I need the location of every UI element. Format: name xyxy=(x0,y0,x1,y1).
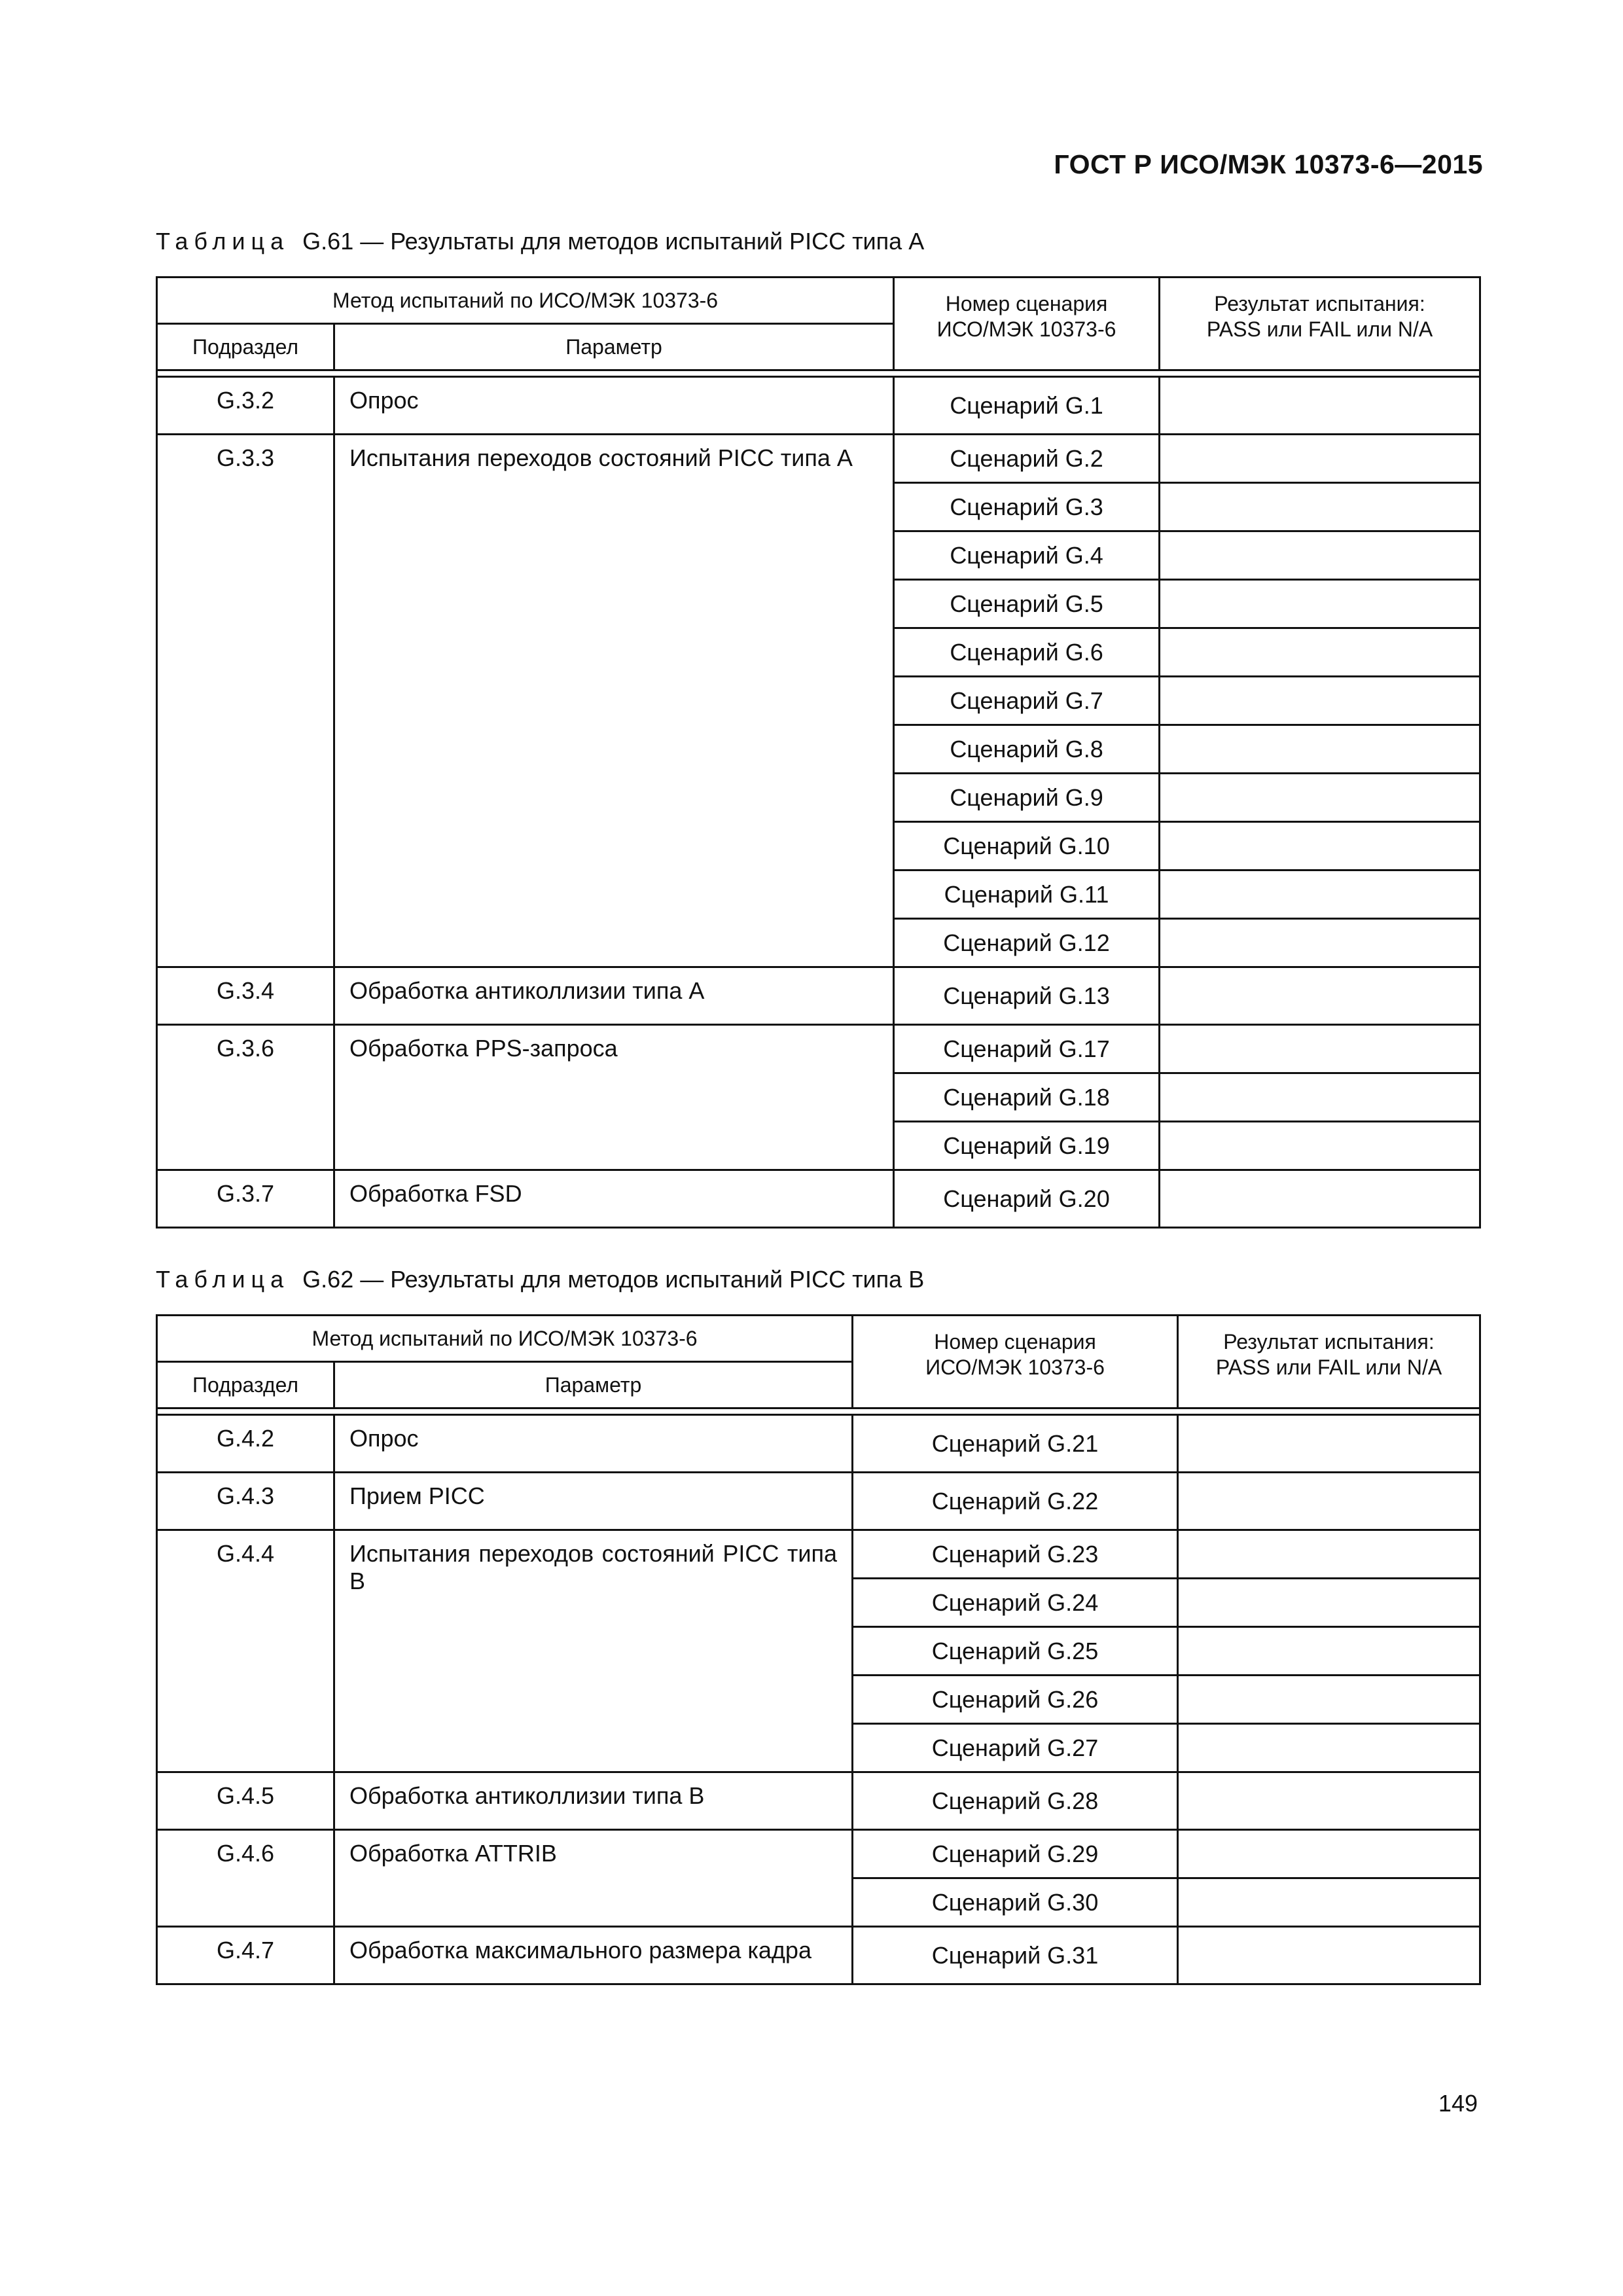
result-cell[interactable] xyxy=(1160,919,1480,967)
scenario-cell: Сценарий G.3 xyxy=(894,483,1160,531)
result-cell[interactable] xyxy=(1178,1415,1480,1473)
result-cell[interactable] xyxy=(1160,580,1480,628)
result-header-line1: Результат испытания: xyxy=(1223,1330,1435,1354)
parameter-cell: Обработка FSD xyxy=(334,1170,894,1228)
scenario-cell: Сценарий G.29 xyxy=(853,1830,1178,1878)
table2-body xyxy=(157,1408,1480,1984)
table-row xyxy=(157,1170,1480,1228)
table2-caption-text: G.62 — Результаты для методов испытаний PICC типа B xyxy=(302,1266,925,1293)
parameter-cell: Обработка максимального размера кадра xyxy=(334,1927,853,1984)
result-cell[interactable] xyxy=(1178,1772,1480,1830)
parameter-header: Параметр xyxy=(334,324,894,370)
subsection-cell: G.4.4 xyxy=(157,1530,334,1772)
page-number: 149 xyxy=(1438,2090,1478,2117)
table-row xyxy=(157,1530,1480,1579)
parameter-cell: Испытания переходов состояний PICC типа A xyxy=(334,435,894,967)
subsection-cell: G.4.3 xyxy=(157,1473,334,1530)
subsection-cell: G.4.7 xyxy=(157,1927,334,1984)
result-cell[interactable] xyxy=(1160,822,1480,870)
result-header xyxy=(1178,1316,1480,1408)
scenario-cell: Сценарий G.10 xyxy=(894,822,1160,870)
scenario-cell: Сценарий G.31 xyxy=(853,1927,1178,1984)
scenario-cell: Сценарий G.2 xyxy=(894,435,1160,483)
result-cell[interactable] xyxy=(1160,774,1480,822)
scenario-cell: Сценарий G.7 xyxy=(894,677,1160,725)
result-cell[interactable] xyxy=(1178,1878,1480,1927)
scenario-header-line1: Номер сценария xyxy=(945,292,1108,315)
scenario-cell: Сценарий G.6 xyxy=(894,628,1160,677)
result-header-line2: PASS или FAIL или N/A xyxy=(1206,317,1433,341)
result-cell[interactable] xyxy=(1160,483,1480,531)
result-header xyxy=(1160,278,1480,370)
scenario-cell: Сценарий G.21 xyxy=(853,1415,1178,1473)
scenario-cell: Сценарий G.8 xyxy=(894,725,1160,774)
subsection-cell: G.4.5 xyxy=(157,1772,334,1830)
method-header: Метод испытаний по ИСО/МЭК 10373-6 xyxy=(157,1316,853,1362)
scenario-cell: Сценарий G.24 xyxy=(853,1579,1178,1627)
scenario-cell: Сценарий G.12 xyxy=(894,919,1160,967)
subsection-cell: G.4.2 xyxy=(157,1415,334,1473)
document-header: ГОСТ Р ИСО/МЭК 10373-6—2015 xyxy=(1054,149,1483,179)
scenario-cell: Сценарий G.13 xyxy=(894,967,1160,1025)
scenario-cell: Сценарий G.20 xyxy=(894,1170,1160,1228)
result-cell[interactable] xyxy=(1160,1170,1480,1228)
result-cell[interactable] xyxy=(1178,1473,1480,1530)
parameter-header: Параметр xyxy=(334,1362,853,1408)
scenario-header xyxy=(894,278,1160,370)
table-row xyxy=(157,1927,1480,1984)
subsection-header: Подраздел xyxy=(157,1362,334,1408)
header-separator xyxy=(157,370,1480,377)
subsection-cell: G.4.6 xyxy=(157,1830,334,1927)
table-row xyxy=(157,377,1480,435)
result-header-line2: PASS или FAIL или N/A xyxy=(1215,1355,1442,1379)
table1-caption-text: G.61 — Результаты для методов испытаний PICC типа A xyxy=(302,228,925,255)
result-cell[interactable] xyxy=(1160,628,1480,677)
separator-cell xyxy=(157,370,1480,377)
scenario-header xyxy=(853,1316,1178,1408)
separator-cell xyxy=(157,1408,1480,1415)
subsection-cell: G.3.7 xyxy=(157,1170,334,1228)
result-cell[interactable] xyxy=(1178,1724,1480,1772)
scenario-cell: Сценарий G.25 xyxy=(853,1627,1178,1676)
method-header: Метод испытаний по ИСО/МЭК 10373-6 xyxy=(157,278,894,324)
subsection-header: Подраздел xyxy=(157,324,334,370)
parameter-cell: Опрос xyxy=(334,377,894,435)
result-cell[interactable] xyxy=(1160,870,1480,919)
subsection-cell: G.3.3 xyxy=(157,435,334,967)
scenario-cell: Сценарий G.22 xyxy=(853,1473,1178,1530)
table-g62 xyxy=(156,1314,1481,1985)
parameter-cell: Испытания переходов состояний PICC типа B xyxy=(334,1530,853,1772)
parameter-cell: Прием PICC xyxy=(334,1473,853,1530)
subsection-cell: G.3.4 xyxy=(157,967,334,1025)
scenario-cell: Сценарий G.1 xyxy=(894,377,1160,435)
parameter-cell: Обработка антиколлизии типа B xyxy=(334,1772,853,1830)
scenario-cell: Сценарий G.18 xyxy=(894,1073,1160,1122)
table-row xyxy=(157,1830,1480,1878)
table-g61 xyxy=(156,276,1481,1229)
result-cell[interactable] xyxy=(1178,1830,1480,1878)
result-cell[interactable] xyxy=(1160,677,1480,725)
header-separator xyxy=(157,1408,1480,1415)
result-cell[interactable] xyxy=(1160,967,1480,1025)
table-row xyxy=(157,1415,1480,1473)
parameter-cell: Обработка антиколлизии типа A xyxy=(334,967,894,1025)
scenario-header-line2: ИСО/МЭК 10373-6 xyxy=(925,1355,1105,1379)
table-row xyxy=(157,1025,1480,1073)
table1-body xyxy=(157,370,1480,1228)
result-cell[interactable] xyxy=(1160,377,1480,435)
result-cell[interactable] xyxy=(1160,1122,1480,1170)
result-cell[interactable] xyxy=(1178,1627,1480,1676)
table-row xyxy=(157,1772,1480,1830)
result-cell[interactable] xyxy=(1160,725,1480,774)
scenario-header-line1: Номер сценария xyxy=(934,1330,1096,1354)
table1-caption xyxy=(156,228,924,255)
scenario-header-line2: ИСО/МЭК 10373-6 xyxy=(936,317,1116,341)
result-cell[interactable] xyxy=(1160,531,1480,580)
subsection-cell: G.3.2 xyxy=(157,377,334,435)
parameter-cell: Обработка ATTRIB xyxy=(334,1830,853,1927)
result-cell[interactable] xyxy=(1160,1073,1480,1122)
result-cell[interactable] xyxy=(1160,1025,1480,1073)
parameter-cell: Обработка PPS-запроса xyxy=(334,1025,894,1170)
result-cell[interactable] xyxy=(1160,435,1480,483)
scenario-cell: Сценарий G.30 xyxy=(853,1878,1178,1927)
scenario-cell: Сценарий G.4 xyxy=(894,531,1160,580)
scenario-cell: Сценарий G.19 xyxy=(894,1122,1160,1170)
table-row xyxy=(157,967,1480,1025)
scenario-cell: Сценарий G.9 xyxy=(894,774,1160,822)
scenario-cell: Сценарий G.17 xyxy=(894,1025,1160,1073)
result-cell[interactable] xyxy=(1178,1927,1480,1984)
result-cell[interactable] xyxy=(1178,1530,1480,1579)
scenario-cell: Сценарий G.27 xyxy=(853,1724,1178,1772)
result-cell[interactable] xyxy=(1178,1579,1480,1627)
scenario-cell: Сценарий G.26 xyxy=(853,1676,1178,1724)
scenario-cell: Сценарий G.11 xyxy=(894,870,1160,919)
table2-caption xyxy=(156,1266,924,1293)
table-row xyxy=(157,1473,1480,1530)
result-header-line1: Результат испытания: xyxy=(1214,292,1425,315)
table-row xyxy=(157,435,1480,483)
scenario-cell: Сценарий G.28 xyxy=(853,1772,1178,1830)
parameter-cell: Опрос xyxy=(334,1415,853,1473)
subsection-cell: G.3.6 xyxy=(157,1025,334,1170)
result-cell[interactable] xyxy=(1178,1676,1480,1724)
scenario-cell: Сценарий G.23 xyxy=(853,1530,1178,1579)
table2-caption-word: Таблица xyxy=(156,1266,290,1293)
scenario-cell: Сценарий G.5 xyxy=(894,580,1160,628)
table1-caption-word: Таблица xyxy=(156,228,290,255)
